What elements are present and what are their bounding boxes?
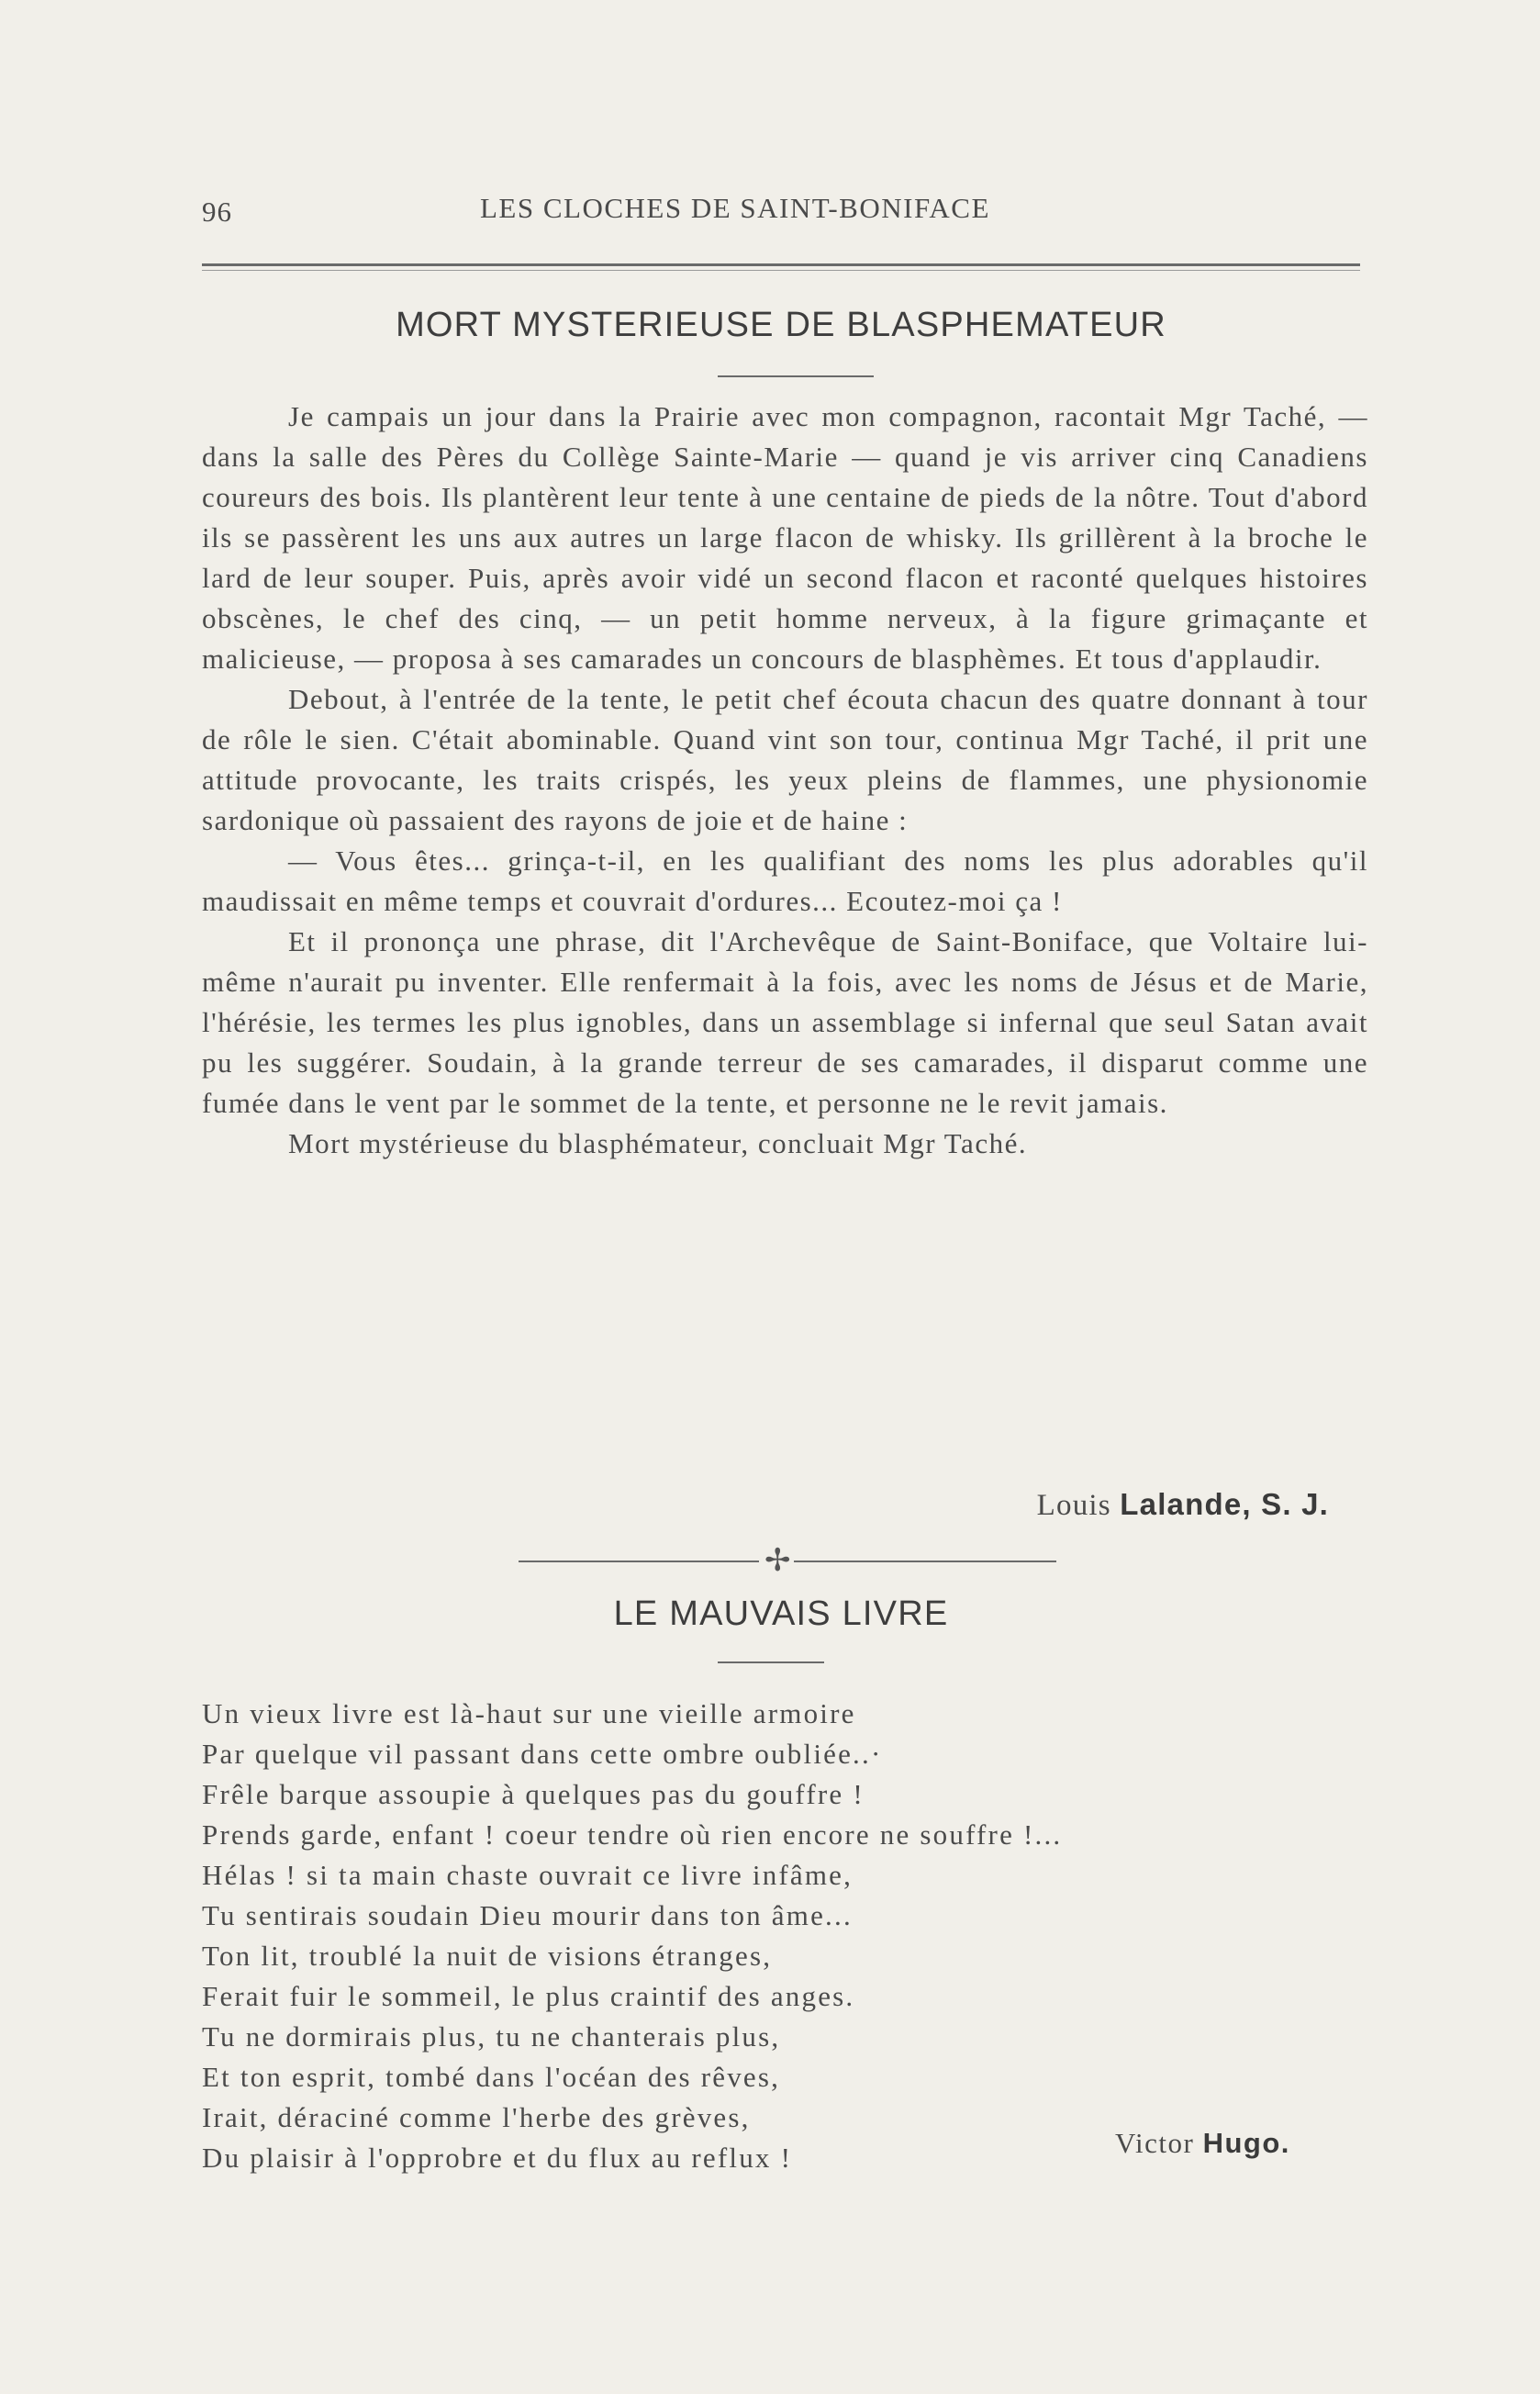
running-title: LES CLOCHES DE SAINT-BONIFACE bbox=[480, 192, 990, 224]
title-underline bbox=[718, 1661, 824, 1663]
paragraph: Je campais un jour dans la Prairie avec mon compagnon, racontait Mgr Taché, — dans la salle des Pères du Collège Sainte-Marie — quand je vis arriver cinq Canadiens coureurs des bois. Ils plantèrent leur tente à une centaine de pieds de la nôtre. Tout d'abord ils se passèrent les uns aux autres un large flacon de whisky. Ils grillèrent à la broche le lard de leur souper. Puis, après avoir vidé un second flacon et raconté quelques histoires obscènes, le chef des cinq, — un petit homme nerveux, à la figure grimaçante et malicieuse, — proposa à ses camarades un concours de blasphèmes. Et tous d'applaudir. bbox=[202, 400, 1368, 675]
header-rule bbox=[202, 263, 1360, 266]
poem-verse: Irait, déraciné comme l'herbe des grèves, bbox=[202, 2101, 751, 2133]
article-body bbox=[202, 397, 1368, 1164]
signature-first-name: Louis bbox=[1036, 1489, 1111, 1522]
paragraph: Et il prononça une phrase, dit l'Archevêque de Saint-Boniface, que Voltaire lui-même n'aurait pu inventer. Elle renfermait à la fois, avec les noms de Jésus et de Marie, l'hérésie, les termes les plus ignobles, dans un assemblage si infernal que seul Satan avait pu les suggérer. Soudain, à la grande terreur de ses camarades, il disparut comme une fumée dans le vent par le sommet de la tente, et personne ne le revit jamais. bbox=[202, 925, 1368, 1119]
header-rule-thin bbox=[202, 270, 1360, 271]
signature-last-name: Lalande, S. J. bbox=[1120, 1487, 1329, 1521]
poem-verse: Ferait fuir le sommeil, le plus craintif des anges. bbox=[202, 1980, 855, 2012]
poem-verse: Ton lit, troublé la nuit de visions étranges, bbox=[202, 1940, 773, 1972]
poem-author bbox=[1115, 2127, 1290, 2160]
page-header bbox=[202, 188, 1360, 228]
poem bbox=[202, 1694, 1368, 2178]
divider-line-right bbox=[794, 1561, 1056, 1562]
author-last-name: Hugo. bbox=[1202, 2127, 1290, 2159]
poem-verse: Hélas ! si ta main chaste ouvrait ce livre infâme, bbox=[202, 1859, 854, 1891]
divider-line-left bbox=[519, 1561, 759, 1562]
paragraph: Mort mystérieuse du blasphémateur, concluait Mgr Taché. bbox=[288, 1127, 1028, 1159]
author-first-name: Victor bbox=[1115, 2127, 1195, 2159]
cross-ornament-icon: ✢ bbox=[764, 1544, 791, 1578]
title-underline bbox=[718, 375, 874, 377]
section-divider bbox=[519, 1542, 1056, 1579]
poem-verse: Et ton esprit, tombé dans l'océan des rêves, bbox=[202, 2061, 781, 2093]
poem-verse: Frêle barque assoupie à quelques pas du gouffre ! bbox=[202, 1778, 865, 1810]
poem-verse: Tu sentirais soudain Dieu mourir dans ton âme... bbox=[202, 1899, 853, 1931]
poem-verse: Par quelque vil passant dans cette ombre oubliée..· bbox=[202, 1738, 883, 1770]
poem-verse: Un vieux livre est là-haut sur une vieille armoire bbox=[202, 1697, 856, 1729]
paragraph: Debout, à l'entrée de la tente, le petit chef écouta chacun des quatre donnant à tour de rôle le sien. C'était abominable. Quand vint son tour, continua Mgr Taché, il prit une attitude provocante, les traits crispés, les yeux pleins de flammes, une physionomie sardonique où passaient des rayons de joie et de haine : bbox=[202, 683, 1368, 836]
page-number: 96 bbox=[202, 196, 232, 228]
poem-verse: Prends garde, enfant ! coeur tendre où rien encore ne souffre !... bbox=[202, 1818, 1063, 1851]
article-title-blasphemateur: MORT MYSTERIEUSE DE BLASPHEMATEUR bbox=[396, 306, 1166, 344]
poem-verse: Tu ne dormirais plus, tu ne chanterais plus, bbox=[202, 2020, 781, 2053]
poem-verse: Du plaisir à l'opprobre et du flux au reflux ! bbox=[202, 2142, 793, 2174]
article-signature bbox=[1037, 1487, 1329, 1523]
paragraph: — Vous êtes... grinça-t-il, en les qualifiant des noms les plus adorables qu'il maudissait en même temps et couvrait d'ordures... Ecoutez-moi ça ! bbox=[202, 845, 1368, 917]
article-title-mauvais-livre: LE MAUVAIS LIVRE bbox=[613, 1594, 949, 1633]
